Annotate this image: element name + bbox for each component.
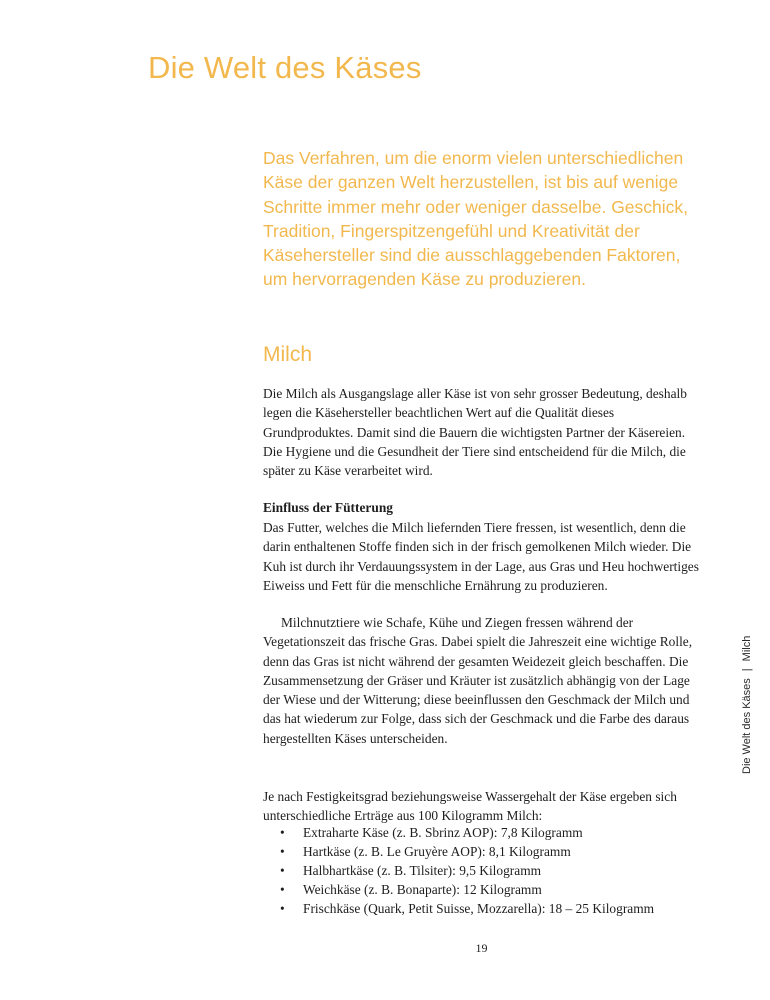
running-header-chapter: Die Welt des Käses [741,678,753,774]
running-header-separator: | [741,668,753,672]
bullet-icon: • [280,882,285,898]
section-heading: Milch [263,343,313,366]
paragraph-grazing: Milchnutztiere wie Schafe, Kühe und Ziegen fressen während der Vegetationszeit das frische Gras. Dabei spielt die Jahreszeit eine wichtige Rolle, denn das Gras ist nicht während der gesamten Weidezeit gleich beschaffen. Die Zusammensetzung der Gräser und Kräuter ist zusätzlich abhängig von der Lage der Wiese und der Witterung; diese beeinflussen den Geschmack der Milch und das hat wiederum zur Folge, dass sich der Geschmack und die Farbe des daraus hergestellten Käses unterscheiden. [263,615,693,746]
list-item-text: Halbhartkäse (z. B. Tilsiter): 9,5 Kilogramm [303,863,542,879]
list-item-text: Weichkäse (z. B. Bonaparte): 12 Kilogramm [303,882,542,898]
bullet-icon: • [280,863,285,879]
running-header [741,636,753,774]
list-item-text: Frischkäse (Quark, Petit Suisse, Mozzarella): 18 – 25 Kilogramm [303,901,655,917]
bullet-icon: • [280,901,285,917]
list-item-text: Hartkäse (z. B. Le Gruyère AOP): 8,1 Kilogramm [303,844,571,860]
yield-list [263,823,703,918]
paragraph-yield: Je nach Festigkeitsgrad beziehungsweise Wassergehalt der Käse ergeben sich unterschiedliche Erträge aus 100 Kilogramm Milch: [263,789,677,824]
bullet-icon: • [280,825,285,840]
list-item [263,861,703,880]
paragraph-feeding: Das Futter, welches die Milch liefernden Tiere fressen, ist wesentlich, denn die darin enthaltenen Stoffe finden sich in der frisch gemolkenen Milch wieder. Die Kuh ist durch ihr Verdauungssystem in der Lage, aus Gras und Heu hochwertiges Eiweiss und Fett für die menschliche Ernährung zu produzieren. [263,520,699,593]
list-item [263,899,703,918]
page-number: 19 [475,941,488,955]
bullet-icon: • [280,844,285,860]
subheading-feeding: Einfluss der Fütterung [263,500,393,515]
paragraph-milk-intro: Die Milch als Ausgangslage aller Käse ist von sehr grosser Bedeutung, deshalb legen die Käsehersteller beachtlichen Wert auf die Qualität dieses Grundproduktes. Damit sind die Bauern die wichtigsten Partner der Käsereien. Die Hygiene und die Gesundheit der Tiere sind entscheidend für die Milch, die später zu Käse verarbeitet wird. [263,386,687,479]
list-item-text: Extraharte Käse (z. B. Sbrinz AOP): 7,8 Kilogramm [303,825,583,840]
page-title: Die Welt des Käses [148,50,422,85]
list-item [263,880,703,899]
running-header-section: Milch [741,635,753,662]
intro-paragraph: Das Verfahren, um die enorm vielen unterschiedlichen Käse der ganzen Welt herzustellen, ist bis auf wenige Schritte immer mehr oder weniger dasselbe. Geschick, Tradition, Fingerspitzengefühl und Kreativität der Käsehersteller sind die ausschlaggebenden Faktoren, um hervorragenden Käse zu produzieren. [263,148,689,290]
page-number-footer [0,941,770,956]
list-item [263,842,703,861]
list-item [263,823,703,842]
